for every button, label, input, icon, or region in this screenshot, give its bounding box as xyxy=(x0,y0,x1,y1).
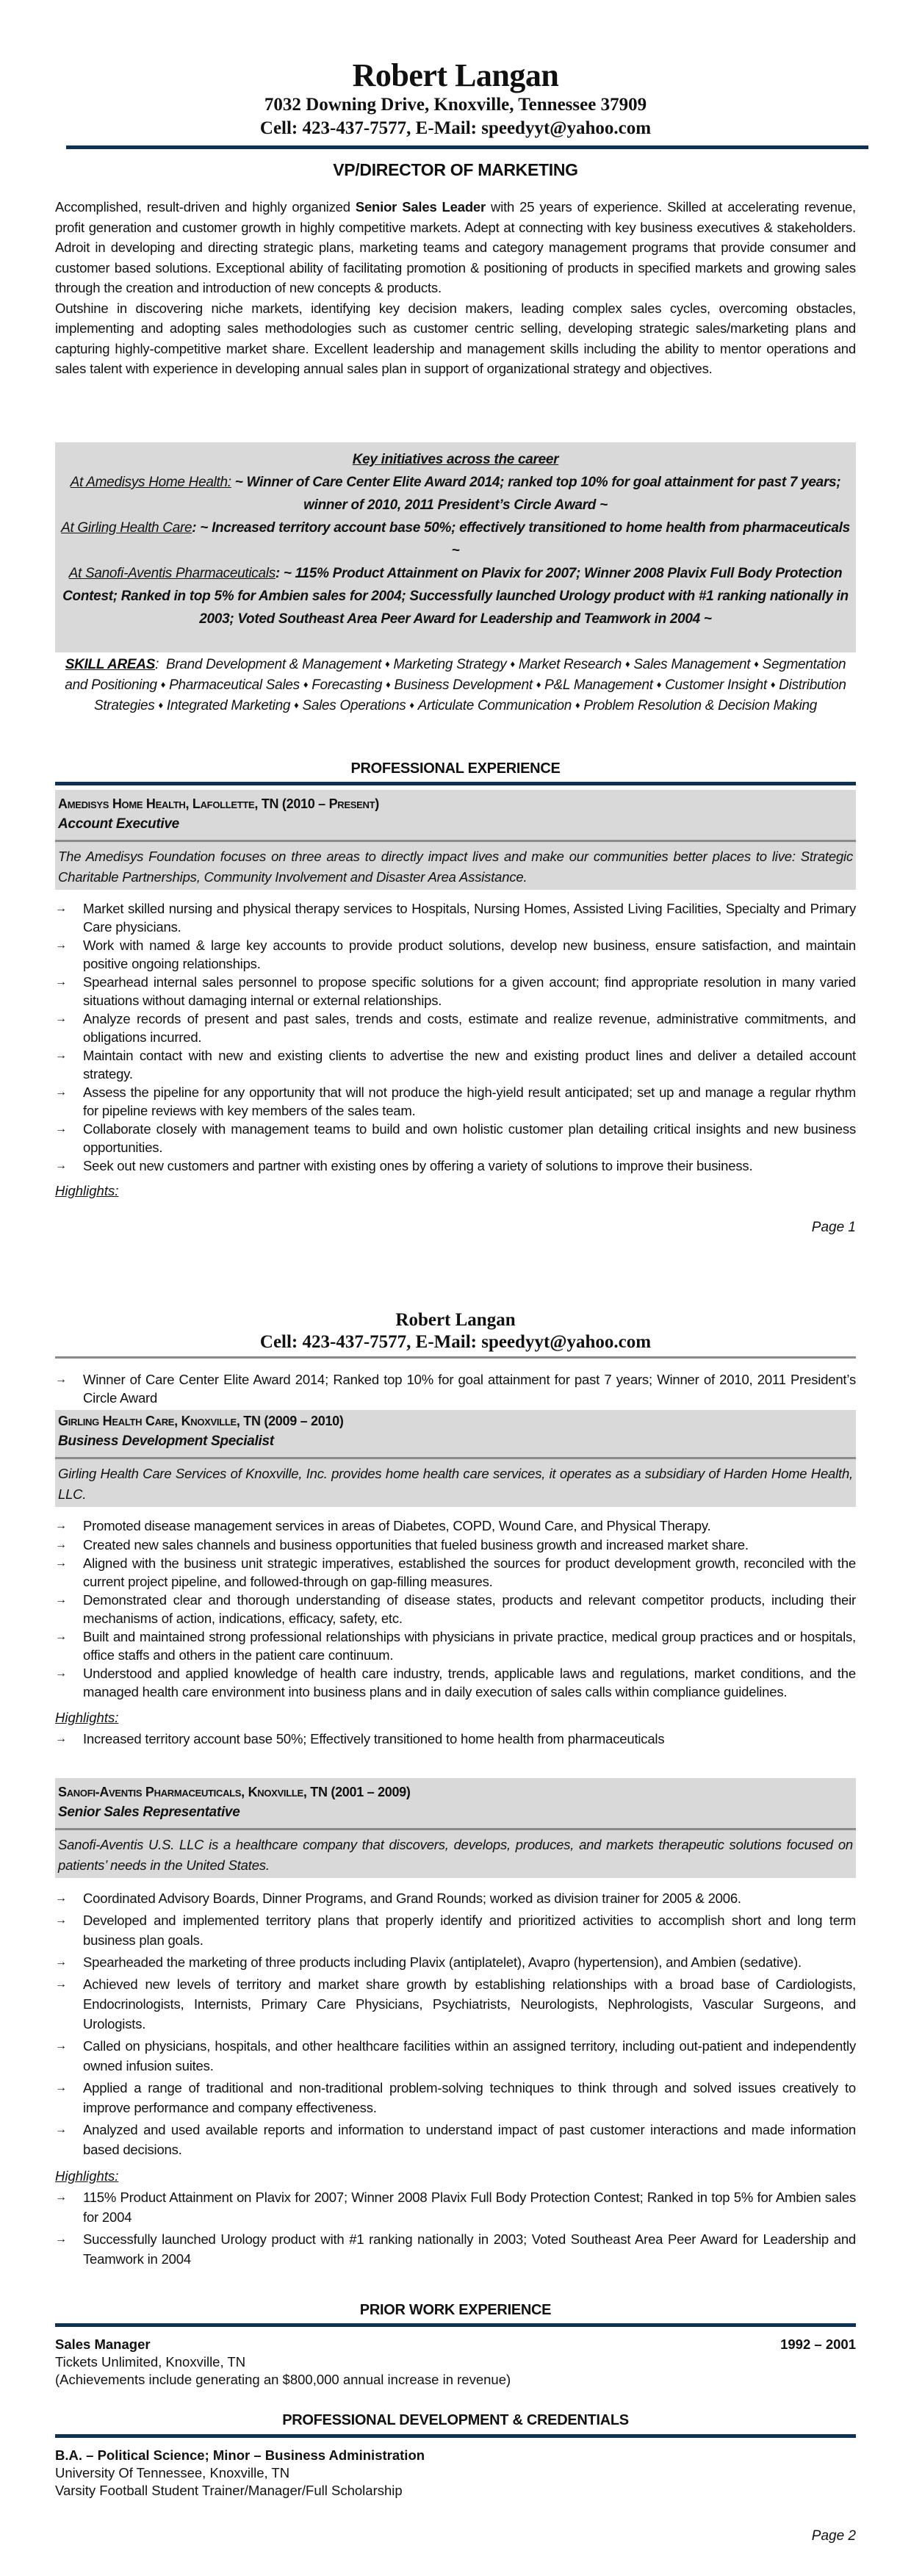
arrow-icon: → xyxy=(55,1159,67,1172)
duty-item: → Called on physicians, hospitals, and other healthcare facilities within an assigned territory, including out-patient and independently owned infusion suites. xyxy=(55,2036,856,2076)
key-initiative-amedisys: At Amedisys Home Health: ~ Winner of Care Center Elite Award 2014; ranked top 10% for goal attainment for past 7 years; winner of 2010, 2011 President’s Circle Award ~ xyxy=(70,475,841,513)
skill: Integrated Marketing xyxy=(166,698,291,713)
highlights-label: Highlights: xyxy=(55,1710,119,1725)
job-duties xyxy=(55,900,856,1176)
skill: Marketing Strategy xyxy=(393,657,507,672)
duty-item: → Analyzed and used available reports and information to understand impact of past customer interactions and made information based decisions. xyxy=(55,2120,856,2159)
duty-item: → Demonstrated clear and thorough understanding of disease states, products and relevant competitor products, including their mechanisms of action, indications, efficacy, safety, etc. xyxy=(55,1592,856,1626)
job-company: Amedisys Home Health, Lafollette, TN (2010 – Present) xyxy=(58,796,379,811)
candidate-name: Robert Langan xyxy=(352,57,559,93)
arrow-icon: → xyxy=(55,902,67,915)
arrow-icon: → xyxy=(55,2233,67,2245)
arrow-icon: → xyxy=(55,976,67,988)
highlights-list xyxy=(55,1730,856,1749)
page2-contact: Cell: 423-437-7577, E-Mail: speedyyt@yahoo.com xyxy=(259,1332,652,1352)
diamond-icon: ♦ xyxy=(510,658,515,669)
diamond-icon: ♦ xyxy=(754,658,759,669)
page2-name: Robert Langan xyxy=(395,1310,516,1330)
duty-item: → Seek out new customers and partner with existing ones by offering a variety of solutions to improve their business. xyxy=(55,1157,856,1176)
job-role: Account Executive xyxy=(58,816,179,832)
diamond-icon: ♦ xyxy=(385,658,390,669)
arrow-icon: → xyxy=(55,1630,67,1643)
page-number: Page 1 xyxy=(811,1220,856,1235)
skill: P&L Management xyxy=(544,677,653,693)
page2-header-rule xyxy=(55,1356,856,1359)
job-duties xyxy=(55,1517,856,1701)
job-description: Girling Health Care Services of Knoxville, Inc. provides home health care services, it operates as a subsidiary of Harden Home Health, LLC. xyxy=(55,1459,856,1507)
key-initiatives-box xyxy=(55,442,856,652)
duty-item: → Spearhead internal sales personnel to propose specific solutions for a given account; find appropriate resolution in many varied situations without damaging internal or external relationships. xyxy=(55,974,856,1008)
highlight-item: → Increased territory account base 50%; Effectively transitioned to home health from pharmaceuticals xyxy=(55,1730,856,1749)
degree: B.A. – Political Science; Minor – Business Administration xyxy=(55,2447,425,2463)
arrow-icon: → xyxy=(55,1049,67,1062)
skill: Customer Insight xyxy=(665,677,767,693)
section-title-prior-work: PRIOR WORK EXPERIENCE xyxy=(359,2302,552,2318)
arrow-icon: → xyxy=(55,1892,67,1904)
job-amedisys-highlights xyxy=(55,1371,856,1408)
header-rule xyxy=(66,145,868,149)
prior-work-entry xyxy=(55,2336,856,2389)
section-title-professional-experience: PROFESSIONAL EXPERIENCE xyxy=(350,760,561,777)
arrow-icon: → xyxy=(55,1594,67,1606)
skill: Forecasting xyxy=(312,677,383,693)
arrow-icon: → xyxy=(55,1519,67,1532)
key-initiative-sanofi: At Sanofi-Aventis Pharmaceuticals: ~ 115% Product Attainment on Plavix for 2007; Winner 2008 Plavix Full Body Protection Contest; Ranked in top 5% for Ambien sales for 2004; Successfully launched Urology product with #1 ranking nationally in 2003; Voted Southeast Area Peer Award for Leadership and Teamwork in 2004 ~ xyxy=(62,566,849,627)
skill: Brand Development & Management xyxy=(166,657,382,672)
section-rule xyxy=(55,2434,856,2438)
highlights-list xyxy=(55,1371,856,1407)
arrow-icon: → xyxy=(55,2191,67,2203)
diamond-icon: ♦ xyxy=(656,679,662,690)
job-header xyxy=(55,790,856,840)
key-initiatives-heading: Key initiatives across the career xyxy=(352,452,559,467)
job-description: The Amedisys Foundation focuses on three areas to directly impact lives and make our communities better places to live: Strategic Charitable Partnerships, Community Involvement and Disaster Area Assistance. xyxy=(55,842,856,890)
skill: Sales Management xyxy=(633,657,751,672)
arrow-icon: → xyxy=(55,2040,67,2052)
highlights-label: Highlights: xyxy=(55,1182,119,1198)
diamond-icon: ♦ xyxy=(575,699,580,710)
arrow-icon: → xyxy=(55,1978,67,1990)
arrow-icon: → xyxy=(55,1667,67,1680)
candidate-address: 7032 Downing Drive, Knoxville, Tennessee 37909 xyxy=(264,95,647,115)
duty-item: → Aligned with the business unit strategic imperatives, established the sources for product development growth, reconciled with the current project pipeline, and followed-through on gap-filling measures. xyxy=(55,1555,856,1589)
duty-item: → Applied a range of traditional and non-traditional problem-solving techniques to think through and solved issues creatively to improve performance and company effectiveness. xyxy=(55,2078,856,2118)
job-header xyxy=(55,1778,856,1828)
prior-years: 1992 – 2001 xyxy=(780,2336,856,2352)
section-rule xyxy=(55,2323,856,2327)
duty-item: → Work with named & large key accounts to provide product solutions, develop new business, ensure satisfaction, and maintain positive ongoing relationships. xyxy=(55,938,856,971)
skill-areas: SKILL AREAS: Brand Development & Management ♦ Marketing Strategy ♦ Market Research ♦ Sales Management ♦ Segmentation and Positioning ♦ Pharmaceutical Sales ♦ Forecasting ♦ Business Development ♦ P&L Management ♦ Customer Insight ♦ Distribution Strategies ♦ Integrated Marketing ♦ Sales Operations ♦ Articulate Communication ♦ Problem Resolution & Decision Making xyxy=(65,657,846,713)
diamond-icon: ♦ xyxy=(294,699,299,710)
diamond-icon: ♦ xyxy=(770,679,776,690)
skill: Segmentation and Positioning xyxy=(65,657,846,693)
highlights-list xyxy=(55,2187,856,2269)
summary-paragraph-2: Outshine in discovering niche markets, identifying key decision makers, leading complex sales cycles, overcoming obstacles, implementing and adopting sales methodologies such as customer centric selling, developing strategic sales/marketing plans and capturing highly-competitive market share. Excellent leadership and management skills including the ability to mentor operations and sales talent with experience in developing annual sales plan in support of organizational strategy and objectives. xyxy=(55,300,856,376)
duty-item: → Maintain contact with new and existing clients to advertise the new and existing product lines and deliver a detailed account strategy. xyxy=(55,1048,856,1082)
arrow-icon: → xyxy=(55,2082,67,2094)
skill: Business Development xyxy=(394,677,533,693)
arrow-icon: → xyxy=(55,1956,67,1968)
school: University Of Tennessee, Knoxville, TN xyxy=(55,2465,290,2480)
target-title: VP/DIRECTOR OF MARKETING xyxy=(333,160,578,179)
job-company: Sanofi-Aventis Pharmaceuticals, Knoxville, TN (2001 – 2009) xyxy=(58,1785,411,1799)
arrow-icon: → xyxy=(55,1123,67,1135)
education-entry xyxy=(55,2447,856,2500)
arrow-icon: → xyxy=(55,1086,67,1098)
arrow-icon: → xyxy=(55,1557,67,1569)
diamond-icon: ♦ xyxy=(409,699,414,710)
skill: Problem Resolution & Decision Making xyxy=(583,698,818,713)
prior-company: Tickets Unlimited, Knoxville, TN xyxy=(55,2354,246,2370)
key-initiative-girling: At Girling Health Care: ~ Increased territory account base 50%; effectively transitioned to home health from pharmaceuticals ~ xyxy=(61,520,850,558)
duty-item: → Created new sales channels and business opportunities that fueled business growth and increased market share. xyxy=(55,1536,856,1555)
diamond-icon: ♦ xyxy=(303,679,309,690)
summary-paragraph-1: Accomplished, result-driven and highly organized Senior Sales Leader with 25 years of experience. Skilled at accelerating revenue, profit generation and customer growth in highly competitive markets. Adept at connecting with key business executives & stakeholders. Adroit in developing and directing strategic plans, marketing teams and category management programs that provide consumer and customer based solutions. Exceptional ability of facilitating promotion & positioning of products in specified markets and growing sales through the creation and introduction of new concepts & products. xyxy=(55,199,857,295)
highlights-label: Highlights: xyxy=(55,2168,119,2184)
section-title-credentials: PROFESSIONAL DEVELOPMENT & CREDENTIALS xyxy=(282,2412,629,2428)
diamond-icon: ♦ xyxy=(160,679,166,690)
candidate-contact: Cell: 423-437-7577, E-Mail: speedyyt@yahoo.com xyxy=(259,118,652,138)
duty-item: → Collaborate closely with management teams to build and own holistic customer plan detailing critical insights and new business opportunities. xyxy=(55,1121,856,1155)
diamond-icon: ♦ xyxy=(386,679,391,690)
diamond-icon: ♦ xyxy=(624,658,630,669)
job-girling xyxy=(55,1410,856,1749)
job-role: Senior Sales Representative xyxy=(58,1805,240,1820)
prior-work-header xyxy=(55,2336,856,2353)
duty-item: → Market skilled nursing and physical therapy services to Hospitals, Nursing Homes, Assisted Living Facilities, Specialty and Primary Care physicians. xyxy=(55,901,856,935)
job-sanofi xyxy=(55,1778,856,2271)
duty-item: → Analyze records of present and past sales, trends and costs, estimate and realize revenue, administrative commitments, and obligations incurred. xyxy=(55,1011,856,1045)
job-role: Business Development Specialist xyxy=(58,1433,274,1449)
skill: Market Research xyxy=(518,657,622,672)
duty-item: → Promoted disease management services in areas of Diabetes, COPD, Wound Care, and Physical Therapy. xyxy=(55,1517,856,1536)
arrow-icon: → xyxy=(55,1733,67,1745)
arrow-icon: → xyxy=(55,1914,67,1926)
highlight-item: → 115% Product Attainment on Plavix for 2007; Winner 2008 Plavix Full Body Protection Contest; Ranked in top 5% for Ambien sales for 2004 xyxy=(55,2187,856,2227)
job-duties xyxy=(55,1888,856,2159)
page-number: Page 2 xyxy=(811,2528,856,2544)
summary xyxy=(55,197,856,379)
highlight-item: → Successfully launched Urology product with #1 ranking nationally in 2003; Voted Southeast Area Peer Award for Leadership and Teamwork in 2004 xyxy=(55,2229,856,2269)
diamond-icon: ♦ xyxy=(536,679,541,690)
arrow-icon: → xyxy=(55,1538,67,1551)
job-company: Girling Health Care, Knoxville, TN (2009 – 2010) xyxy=(58,1414,344,1428)
highlight-item: → Winner of Care Center Elite Award 2014; Ranked top 10% for goal attainment for past 7 years; Winner of 2010, 2011 President’s Circle Award xyxy=(55,1372,856,1406)
job-amedisys xyxy=(55,790,856,1199)
education-note: Varsity Football Student Trainer/Manager/Full Scholarship xyxy=(55,2483,403,2498)
skill: Pharmaceutical Sales xyxy=(169,677,300,693)
skill: Sales Operations xyxy=(302,698,406,713)
job-description: Sanofi-Aventis U.S. LLC is a healthcare company that discovers, develops, produces, and markets therapeutic solutions focused on patients’ needs in the United States. xyxy=(55,1830,856,1878)
skill: Articulate Communication xyxy=(417,698,572,713)
skill: Distribution Strategies xyxy=(93,677,846,713)
duty-item: → Achieved new levels of territory and market share growth by establishing relationships with a broad base of Cardiologists, Endocrinologists, Internists, Primary Care Physicians, Psychiatrists, Neurologists, Nephrologists, Vascular Surgeons, and Urologists. xyxy=(55,1974,856,2034)
section-rule xyxy=(55,782,856,785)
duty-item: → Coordinated Advisory Boards, Dinner Programs, and Grand Rounds; worked as division trainer for 2005 & 2006. xyxy=(55,1888,856,1908)
duty-item: → Assess the pipeline for any opportunity that will not produce the high-yield result anticipated; set up and manage a regular rhythm for pipeline reviews with key members of the sales team. xyxy=(55,1084,856,1118)
arrow-icon: → xyxy=(55,1373,67,1386)
arrow-icon: → xyxy=(55,1012,67,1025)
arrow-icon: → xyxy=(55,2123,67,2136)
prior-role: Sales Manager xyxy=(55,2336,151,2352)
page-2 xyxy=(0,1288,911,2576)
prior-note: (Achievements include generating an $800,000 annual increase in revenue) xyxy=(55,2372,511,2387)
job-header xyxy=(55,1410,856,1457)
duty-item: → Built and maintained strong professional relationships with physicians in private practice, medical group practices and or hospitals, office staffs and others in the patient care continuum. xyxy=(55,1629,856,1663)
duty-item: → Understood and applied knowledge of health care industry, trends, applicable laws and regulations, market conditions, and the managed health care environment into business plans and in daily execution of sales calls within compliance guidelines. xyxy=(55,1666,856,1699)
diamond-icon: ♦ xyxy=(158,699,163,710)
duty-item: → Developed and implemented territory plans that properly identify and prioritized activities to accomplish short and long term business plan goals. xyxy=(55,1910,856,1950)
skill-areas-label: SKILL AREAS xyxy=(65,657,156,672)
arrow-icon: → xyxy=(55,939,67,951)
duty-item: → Spearheaded the marketing of three products including Plavix (antiplatelet), Avapro (hypertension), and Ambien (sedative). xyxy=(55,1952,856,1972)
